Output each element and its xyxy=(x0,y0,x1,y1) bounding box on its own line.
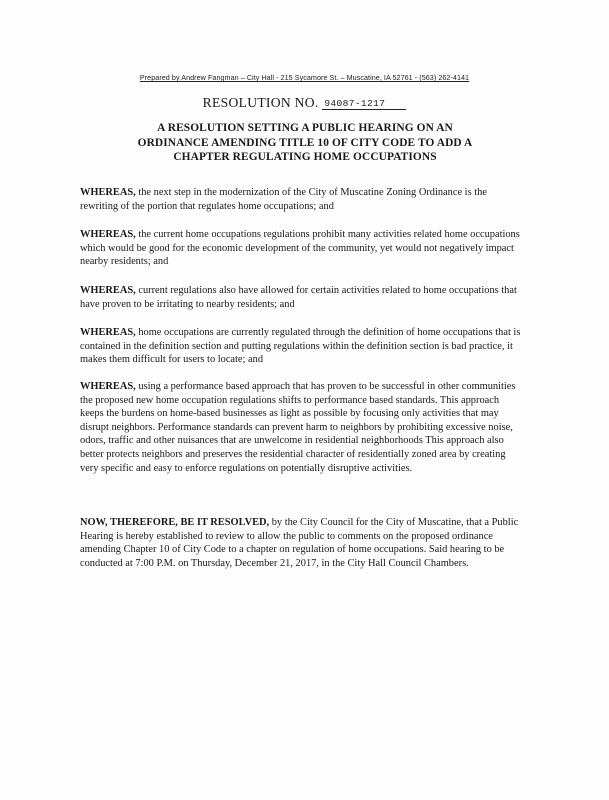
title-line: A RESOLUTION SETTING A PUBLIC HEARING ON AN xyxy=(157,122,453,134)
clause-text: by the City Council for the City of Muscatine, that a Public Hearing is hereby established to review to allow the public to comments on the proposed ordinance amending Chapter 10 of City Code to a chapter on regulation of home occupations. Said hearing to be conducted at 7:00 P.M. on Thursday, December 21, 2017, in the City Hall Council Chambers. xyxy=(80,517,519,569)
clause-text: the current home occupations regulations prohibit many activities related home occupations which would be good for the economic development of the community, yet would not negatively impact nearby residents; and xyxy=(80,229,520,268)
clause-lead: WHEREAS, xyxy=(80,327,136,338)
whereas-clause-1 xyxy=(80,186,522,213)
clause-lead: WHEREAS, xyxy=(80,381,136,392)
whereas-clause-4 xyxy=(80,326,522,367)
whereas-clause-3 xyxy=(80,284,522,311)
whereas-clause-5 xyxy=(80,380,522,475)
clause-lead: NOW, THEREFORE, BE IT RESOLVED, xyxy=(80,517,270,528)
prepared-by-line: Prepared by Andrew Fangman – City Hall - 215 Sycamore St. – Muscatine, IA 52761 - (563) 262-4141 xyxy=(139,73,470,82)
clause-lead: WHEREAS, xyxy=(80,285,136,296)
resolution-number: 94087-1217 xyxy=(322,98,406,110)
whereas-clause-2 xyxy=(80,228,522,269)
clause-lead: WHEREAS, xyxy=(80,187,136,198)
resolved-clause xyxy=(80,516,522,570)
resolution-title xyxy=(100,121,510,165)
clause-lead: WHEREAS, xyxy=(80,229,136,240)
clause-text: the next step in the modernization of the City of Muscatine Zoning Ordinance is the rewriting of the portion that regulates home occupations; and xyxy=(80,187,487,212)
clause-text: using a performance based approach that has proven to be successful in other communities the proposed new home occupation regulations shifts to performance based standards. This approach keeps the burdens on home-based businesses as light as possible by focusing only activities that may disrupt neighbors. Performance standards can prevent harm to neighbors by prohibiting excessive noise, odors, traffic and other nuisances that are unwelcome in residential neighborhoods This approach also better protects neighbors and preserves the residential character of residentially zoned area by creating very specific and easy to enforce regulations on potentially disruptive activities. xyxy=(80,381,516,474)
clause-text: home occupations are currently regulated through the definition of home occupations that is contained in the definition section and putting regulations within the definition section is bad practice, it makes them difficult for users to locate; and xyxy=(80,327,521,366)
resolution-label: RESOLUTION NO. xyxy=(202,95,319,110)
resolution-number-line xyxy=(0,95,609,111)
title-line: ORDINANCE AMENDING TITLE 10 OF CITY CODE TO ADD A xyxy=(137,136,473,149)
title-line: CHAPTER REGULATING HOME OCCUPATIONS xyxy=(173,151,437,163)
clause-text: current regulations also have allowed for certain activities related to home occupations that have proven to be irritating to nearby residents; and xyxy=(80,285,517,310)
